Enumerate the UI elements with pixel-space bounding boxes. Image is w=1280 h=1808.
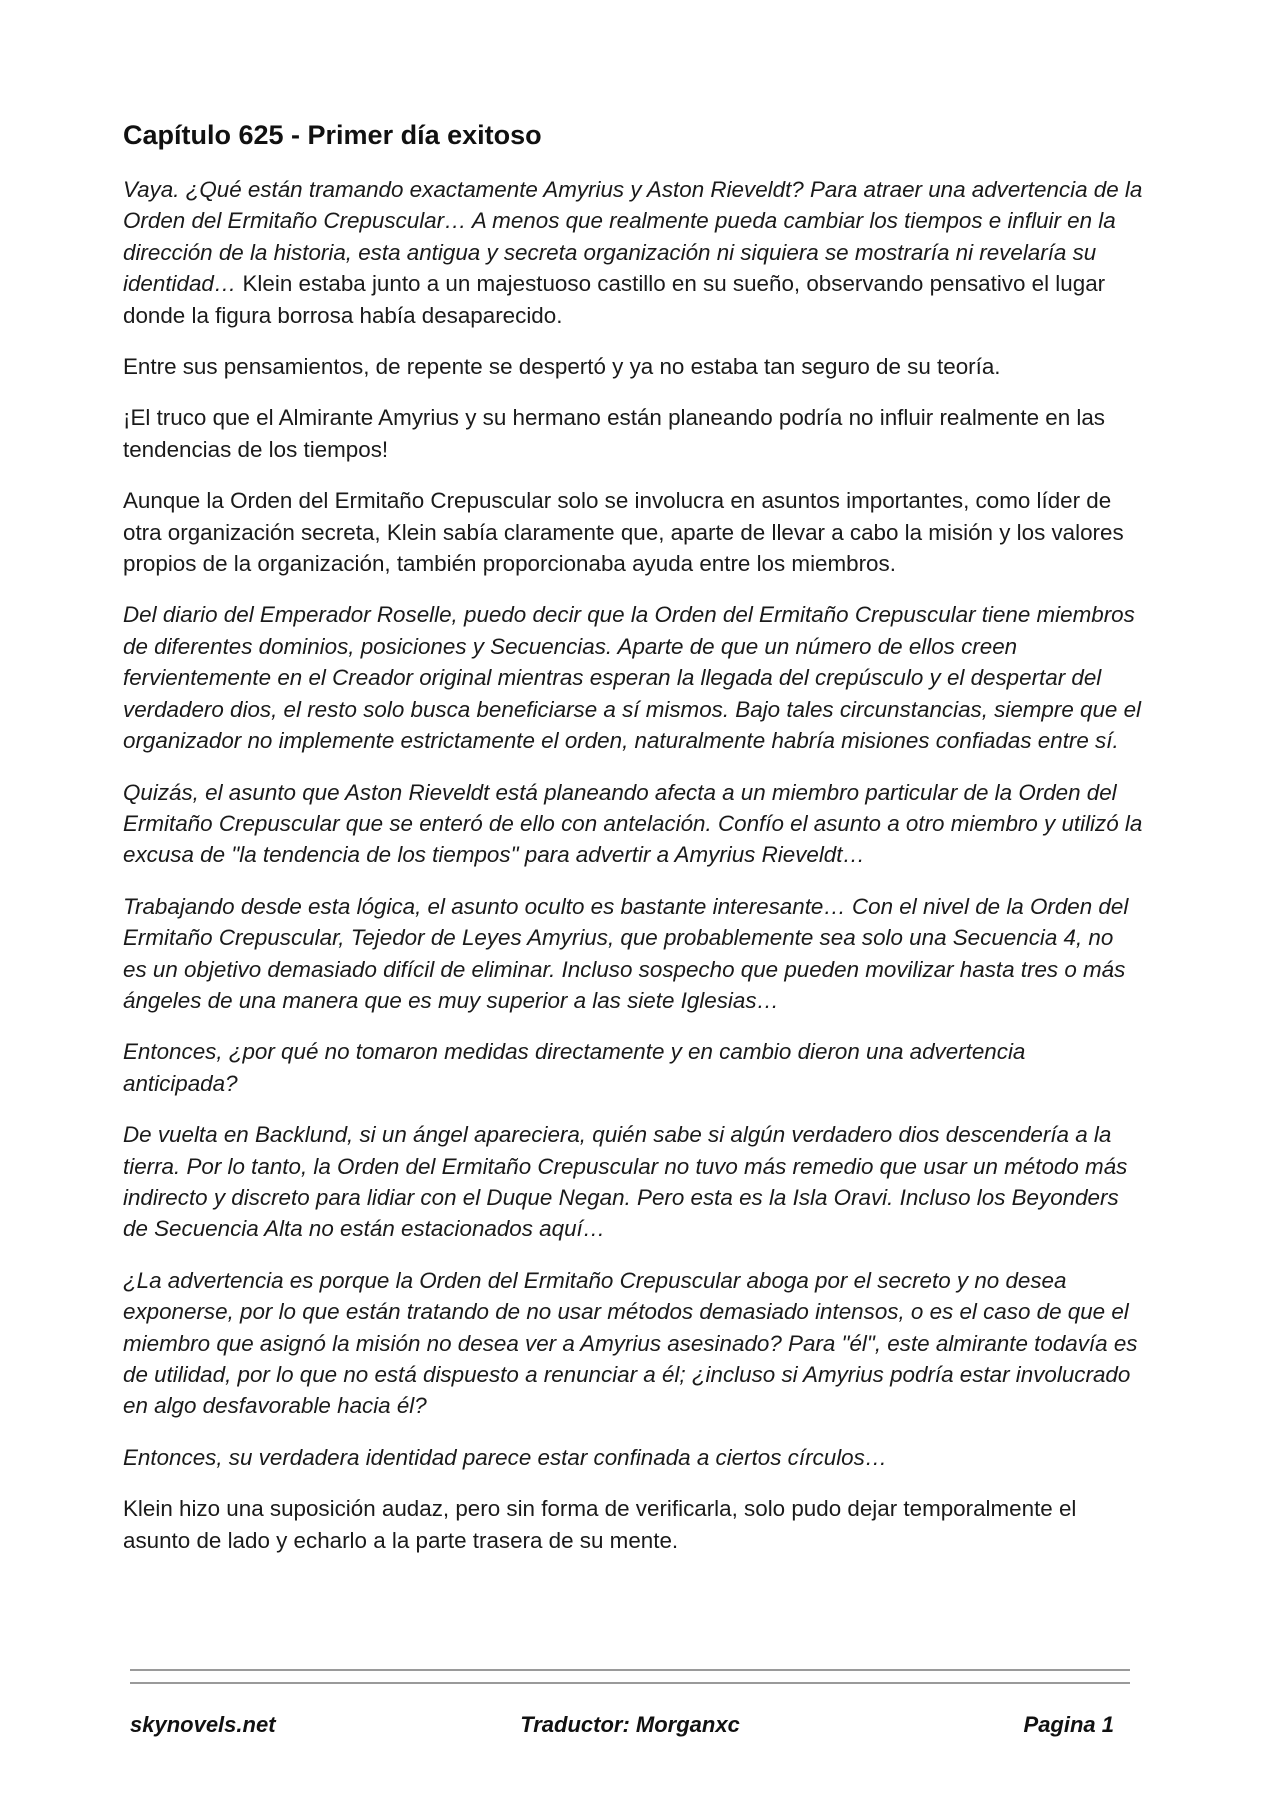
paragraph-10: ¿La advertencia es porque la Orden del Ermitaño Crepuscular aboga por el secreto y no desea exponerse, por lo que están tratando de no usar métodos demasiado intensos, o es el caso de que el miembro que asignó la misión no desea ver a Amyrius asesinado? Para "él", este almirante todavía es de utilidad, por lo que no está dispuesto a renunciar a él; ¿incluso si Amyrius podría estar involucrado en algo desfavorable hacia él? xyxy=(123,1267,1138,1419)
paragraph-9: De vuelta en Backlund, si un ángel apareciera, quién sabe si algún verdadero dios descendería a la tierra. Por lo tanto, la Orden del Ermitaño Crepuscular no tuvo más remedio que usar un método más indirecto y discreto para lidiar con el Duque Negan. Pero esta es la Isla Oravi. Incluso los Beyonders de Secuencia Alta no están estacionados aquí… xyxy=(123,1122,1128,1242)
footer-divider xyxy=(130,1669,1130,1695)
footer-translator: Traductor: Morganxc xyxy=(520,1712,740,1737)
paragraph-1-normal-text: Klein estaba junto a un majestuoso castillo en su sueño, observando pensativo el lugar donde la figura borrosa había desaparecido. xyxy=(123,271,1106,328)
footer-rule-bottom xyxy=(130,1682,1130,1684)
paragraph-7: Trabajando desde esta lógica, el asunto oculto es bastante interesante… Con el nivel de la Orden del Ermitaño Crepuscular, Tejedor de Leyes Amyrius, que probablemente sea solo una Secuencia 4, no es un objetivo demasiado difícil de eliminar. Incluso sospecho que pueden movilizar hasta tres o más ángeles de una manera que es muy superior a las siete Iglesias… xyxy=(123,893,1129,1013)
chapter-title: Capítulo 625 - Primer día exitoso xyxy=(123,120,542,150)
paragraph-4: Aunque la Orden del Ermitaño Crepuscular solo se involucra en asuntos importantes, como líder de otra organización secreta, Klein sabía claramente que, aparte de llevar a cabo la misión y los valores propios de la organización, también proporcionaba ayuda entre los miembros. xyxy=(123,488,1124,577)
paragraph-1 xyxy=(123,174,1143,331)
paragraph-12: Klein hizo una suposición audaz, pero sin forma de verificarla, solo pudo dejar temporalmente el asunto de lado y echarlo a la parte trasera de su mente. xyxy=(123,1496,1077,1553)
paragraph-1-italic-text: Vaya. ¿Qué están tramando exactamente Amyrius y Aston Rieveldt? Para atraer una advertencia de la Orden del Ermitaño Crepuscular… A menos que realmente pueda cambiar los tiempos e influir en la dirección de la historia, esta antigua y secreta organización ni siquiera se mostraría ni revelaría su identidad… xyxy=(123,177,1143,297)
footer-page-number: Pagina 1 xyxy=(1023,1712,1114,1737)
paragraph-2: Entre sus pensamientos, de repente se despertó y ya no estaba tan seguro de su teoría. xyxy=(123,354,1001,380)
footer-site: skynovels.net xyxy=(130,1712,276,1737)
paragraph-3: ¡El truco que el Almirante Amyrius y su hermano están planeando podría no influir realmente en las tendencias de los tiempos! xyxy=(123,405,1105,462)
paragraph-8: Entonces, ¿por qué no tomaron medidas directamente y en cambio dieron una advertencia anticipada? xyxy=(123,1039,1026,1096)
document-page xyxy=(123,118,1143,1576)
paragraph-5: Del diario del Emperador Roselle, puedo decir que la Orden del Ermitaño Crepuscular tiene miembros de diferentes dominios, posiciones y Secuencias. Aparte de que un número de ellos creen fervientemente en el Creador original mientras esperan la llegada del crepúsculo y el despertar del verdadero dios, el resto solo busca beneficiarse a sí mismos. Bajo tales circunstancias, siempre que el organizador no implemente estrictamente el orden, naturalmente habría misiones confiadas entre sí. xyxy=(123,602,1142,754)
page-footer xyxy=(130,1712,1130,1746)
footer-rule-top xyxy=(130,1669,1130,1671)
paragraph-11: Entonces, su verdadera identidad parece estar confinada a ciertos círculos… xyxy=(123,1444,888,1470)
paragraph-6: Quizás, el asunto que Aston Rieveldt está planeando afecta a un miembro particular de la Orden del Ermitaño Crepuscular que se enteró de ello con antelación. Confío el asunto a otro miembro y utilizó la excusa de "la tendencia de los tiempos" para advertir a Amyrius Rieveldt… xyxy=(123,779,1143,868)
